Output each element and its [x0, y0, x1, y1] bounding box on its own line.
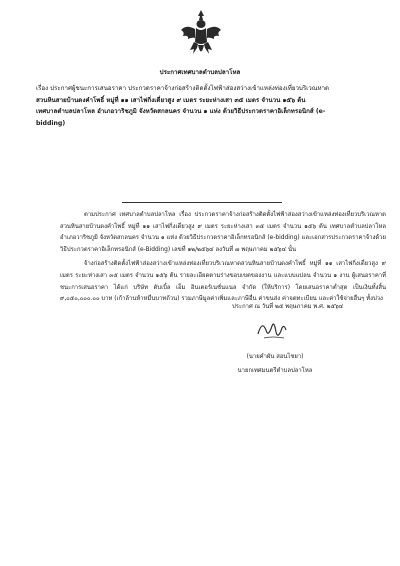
body-paragraph-2: จ้างก่อสร้างติดตั้งไฟฟ้าส่องสว่างเข้าแหล่งท่องเที่ยวบริเวณหาดสวนหินสายบ้านดงคำโพธิ์ หมู่ที่ ๑๑ เสาไฟกิ่งเดี่ยวสูง ๙ เมตร ระยะห่างเสา ๓๕ เมตร จำนวน ๑๕๖ ต้น รายละเอียดตามร่างขอบเขตของงาน และแบบแปลน จำนวน ๑ งาน ผู้เสนอราคาที่ชนะการเสนอราคา ได้แก่ บริษัท ดับเบิ้ล เอ็ม อินเตอร์เนชั่นแนล จำกัด (ให้บริการ) โดยเสนอราคาต่ำสุด เป็นเงินทั้งสิ้น ๙,๐๕๐,๐๐๐.๐๐ บาท (เก้าล้านห้าหมื่นบาทถ้วน) รวมภาษีมูลค่าเพิ่มและภาษีอื่น ค่าขนส่ง ค่าจดทะเบียน และค่าใช้จ่ายอื่นๆ ทั้งปวง: [60, 261, 386, 303]
divider: [122, 202, 282, 203]
garuda-emblem-icon: [180, 8, 222, 60]
signer-position: นายกเทศมนตรีตำบลปลาโหล: [237, 368, 313, 374]
subject-block: [36, 83, 380, 129]
subject-label: เรื่อง: [36, 85, 49, 92]
subject-line-4: bidding): [36, 119, 66, 127]
signer-name: (นายคำผัน สอนไชยา): [246, 354, 304, 360]
body-paragraph-1: ตามประกาศ เทศบาลตำบลปลาโหล เรื่อง ประกวดราคาจ้างก่อสร้างติดตั้งไฟฟ้าส่องสว่างเข้าแหล่งท่องเที่ยวบริเวณหาดสวนหินสายบ้านดงคำโพธิ์ หมู่ที่ ๑๑ เสาไฟกิ่งเดี่ยวสูง ๙ เมตร ระยะห่างเสา ๓๕ เมตร จำนวน ๑๕๖ ต้น เทศบาลตำบลปลาโหล อำเภอวาริชภูมิ จังหวัดสกลนคร จำนวน ๑ แห่ง ด้วยวิธีประกวดราคาอิเล็กทรอนิกส์ (e-bidding) และเอกสารประกวดราคาจ้างด้วยวิธีประกวดราคาอิเล็กทรอนิกส์ (e-Bidding) เลขที่ ๑๒/๒๕๖๔ ลงวันที่ ๗ พฤษภาคม ๒๕๖๔ นั้น: [60, 212, 386, 253]
subject-line-1: เรื่อง ประกาศผู้ชนะการเสนอราคา ประกวดราคาจ้างก่อสร้างติดตั้งไฟฟ้าส่องสว่างเข้าแหล่งท่องเที่ยวบริเวณหาด: [36, 85, 330, 92]
announcement-date: ประกาศ ณ วันที่ ๒๕ พฤษภาคม พ.ศ. ๒๕๖๔: [232, 304, 344, 310]
subject-line-2: สวนหินสายบ้านดงคำโพธิ์ หมู่ที่ ๑๑ เสาไฟกิ่งเดี่ยวสูง ๙ เมตร ระยะห่างเสา ๓๕ เมตร จำนวน ๑๕๖ ต้น: [36, 96, 306, 104]
organization-title: ประกาศเทศบาลตำบลปลาโหล: [159, 69, 241, 76]
subject-line-3: เทศบาลตำบลปลาโหล อำเภอวาริชภูมิ จังหวัดสกลนคร จำนวน ๑ แห่ง ด้วยวิธีประกวดราคาอิเล็กทรอนิกส์ (e-: [36, 108, 326, 116]
body-text: [60, 210, 386, 309]
handwritten-signature-icon: [254, 316, 290, 344]
